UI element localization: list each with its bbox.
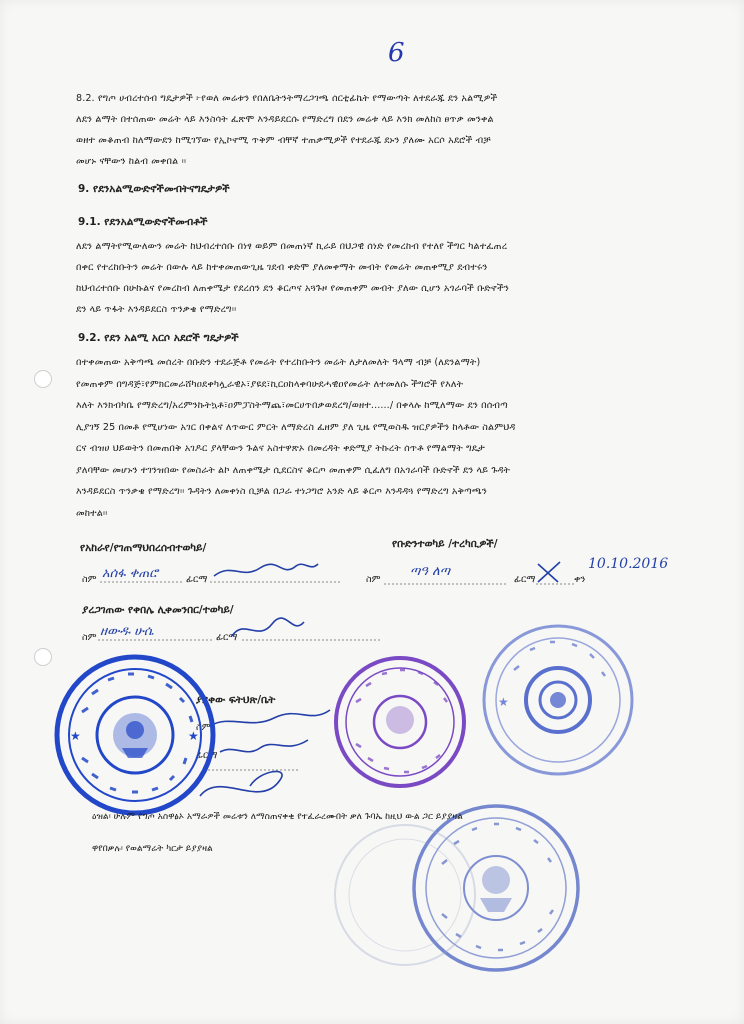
lessor-sign-line-label: ፊርማ	[186, 574, 208, 585]
blue-seal-right	[478, 620, 638, 780]
lessee-handwritten-name: ጣዓ ለጣ	[410, 564, 450, 579]
svg-text:★: ★	[498, 695, 509, 709]
lessee-label: የቡድንተወካይ /ተረካቢዎች/	[392, 538, 498, 550]
page-number: 6	[388, 38, 405, 68]
court-name-line-label: ስም	[196, 722, 211, 733]
faint-seal-bottom-left	[330, 820, 480, 970]
section-9-1-title: 9.1. የደንአልሚውድኖችመብቶች	[78, 216, 208, 228]
purple-seal-center	[330, 652, 470, 792]
lessee-sign-line-label: ፊርማ	[514, 574, 536, 585]
lessor-handwritten-name: አሰፋ ቀጠሮ	[102, 566, 158, 581]
svg-text:★: ★	[188, 729, 199, 743]
witness-handwritten-name: ዘውዱ ሁሴ	[100, 624, 154, 639]
section-9-2-title: 9.2. የደን አልሚ አርሶ አደሮች ግዴታዎች	[78, 332, 239, 344]
court-sign-line-label: ፊርማ	[196, 750, 218, 761]
note-attachment-map: ዋየበቃሉ፡ የወልማሬት ካርታ ይያያዛል	[92, 844, 213, 854]
section-9-1-text: ለደን ልማትየሚውለውን መሬት ከህብረተሰቡ በነፃ ወይም በመጠነኛ ኪራይ በህጋዊ ሰነድ የመረከብ የተለየ ችግር ካልተፈጠረ በቀር የተረከቡትን መሬት በውሉ ላይ ከተቀመጠውጊዜ ገደብ ቀድሞ ያለመቀማት መብት የመሬት መጠቀሚያ ደብተሩን ከህብረተሰቡ በሁኩልና የመረከብ ለጠቀሜታ የደረሰን ደን ቆርጦና አጓጉዞ የመጠቀም መብት ያለው ሲሆን አጎራባች ቡድኖችን ደን ላይ ጥፋት እንዳይደርስ ጥንቃቄ የማድረግ፡፡	[76, 241, 509, 315]
section-9-2-text: በተቀመጠው አቅጣጫ መሰረት በቡድን ተደራጅቶ የመሬት የተረከቡትን መሬት ለታለመለት ዓላማ ብቻ (ለደንልማት) የመጠቀም በግዳጅ፣የምክርመራሸካዐደቀካሏራዊኦ፣ያዩደ፣ኪርዐከላቀባሁደሓዊዐየመሬት ለተመለሱ ችግሮች የእለት እለት እንክብካቤ የማድረግ/አረምንኩትኳቶ፣ዐምፓስትማጨ፣መርሀጥበቃወደረግ/ወዘተ....../ በቀላሉ ከሚለማው ደን በሰብጣ ሊያገኝ 25 በመቶ የሚሆነው አገር በቀልና ለጥውር ምርት ለማድረስ ፈዘም ያለ ጊዜ የሚወስዱ ዝርያዎችን ከላቶው ስልምህዳ ርና ብዝሀ ህይወትን በመጠበቅ አገዶር ያላቸውን ጉልና አስተዋጽኦ በመረዳት ቀድሚያ ትኩረት ሰጥቶ የማልማት ግዴታ ያለባቸው መሆኑን ተገንዝበው የመስራት ልኮ ለጠቀሜታ ሲደርስና ቆርጦ መጠቀም ሲፈለግ በአጎራባች ቡድኖች ደን ላይ ጉዳት እንዳይደርስ ጥንቃቄ የማድረግ፡፡ ጉዳትን ለመቀነስ ቢቻል በጋራ ተነጋግሮ አንድ ላይ ቆርጦ እንዳዳጓ የማድረግ አቅጣጫን መከተል፡፡	[76, 357, 516, 519]
svg-text:★: ★	[70, 729, 81, 743]
lessee-date-line-label: ቀን	[574, 574, 586, 585]
lessee-name-line-label: ስም	[366, 574, 381, 585]
lessee-handwritten-date: 10.10.2016	[588, 556, 669, 572]
witness-name-line-label: ስም	[82, 632, 97, 643]
witness-signature-lines	[82, 616, 382, 646]
blue-seal-left	[52, 652, 218, 818]
witness-label: ያረጋገጠው የቀበሌ ሊቀመንበር/ተወካይ/	[82, 604, 234, 616]
section-8-2-text: 8.2. የግጦ ሀብረተሰብ ግዴታዎች ፦የወለ መሬቱን የበለቤትንትማረጋገጫ ሰርቲፊኬት የማውጣት ለተደራጁ ደን አልሚዎች ለደን ልማት በተሰጠው መሬት ላይ እንስሳት ፈጽሞ እንዳይደርሱ የማድረግ በደን መሬቱ ላይ እንክ መለከስ ፀጥቃ መንቀል ወዘተ መቆጠብ ከለማውደን ከሚገኘው የኢኮኖሚ ጥቅም ብቸኛ ተጠቃሚዎች የተደራጁ ደኑን ያለሙ አርሶ አደሮች ብቻ መሆኑ ናቸውን ከልብ መቀበል ፡፡	[76, 93, 498, 167]
witness-sign-line-label: ፊርማ	[216, 632, 238, 643]
lessor-name-line-label: ስም	[82, 574, 97, 585]
court-label: ያደቀው ፍትህጽ/ቤት	[196, 694, 276, 706]
lessor-label: የአከራየ/የገጠማህበረሰብተወካይ/	[80, 542, 207, 554]
lessor-signature-lines	[82, 558, 342, 588]
punch-hole-top	[34, 370, 52, 388]
note-attachment-minutes: ዕዝል፡ ሁሉም የግጦ አስዋፅኦ አማራዎች መሬቱን ለማስጠናቀቂ የተፈራረሙበት ቃለ ጉባኤ ከዚህ ውል ጋር ይያያዛል	[92, 812, 463, 822]
lessee-signature-lines	[366, 550, 686, 590]
section-9-title: 9. የደንአልሚውድኖችመብትናግዴታዎች	[78, 183, 230, 195]
punch-hole-bottom	[34, 648, 52, 666]
